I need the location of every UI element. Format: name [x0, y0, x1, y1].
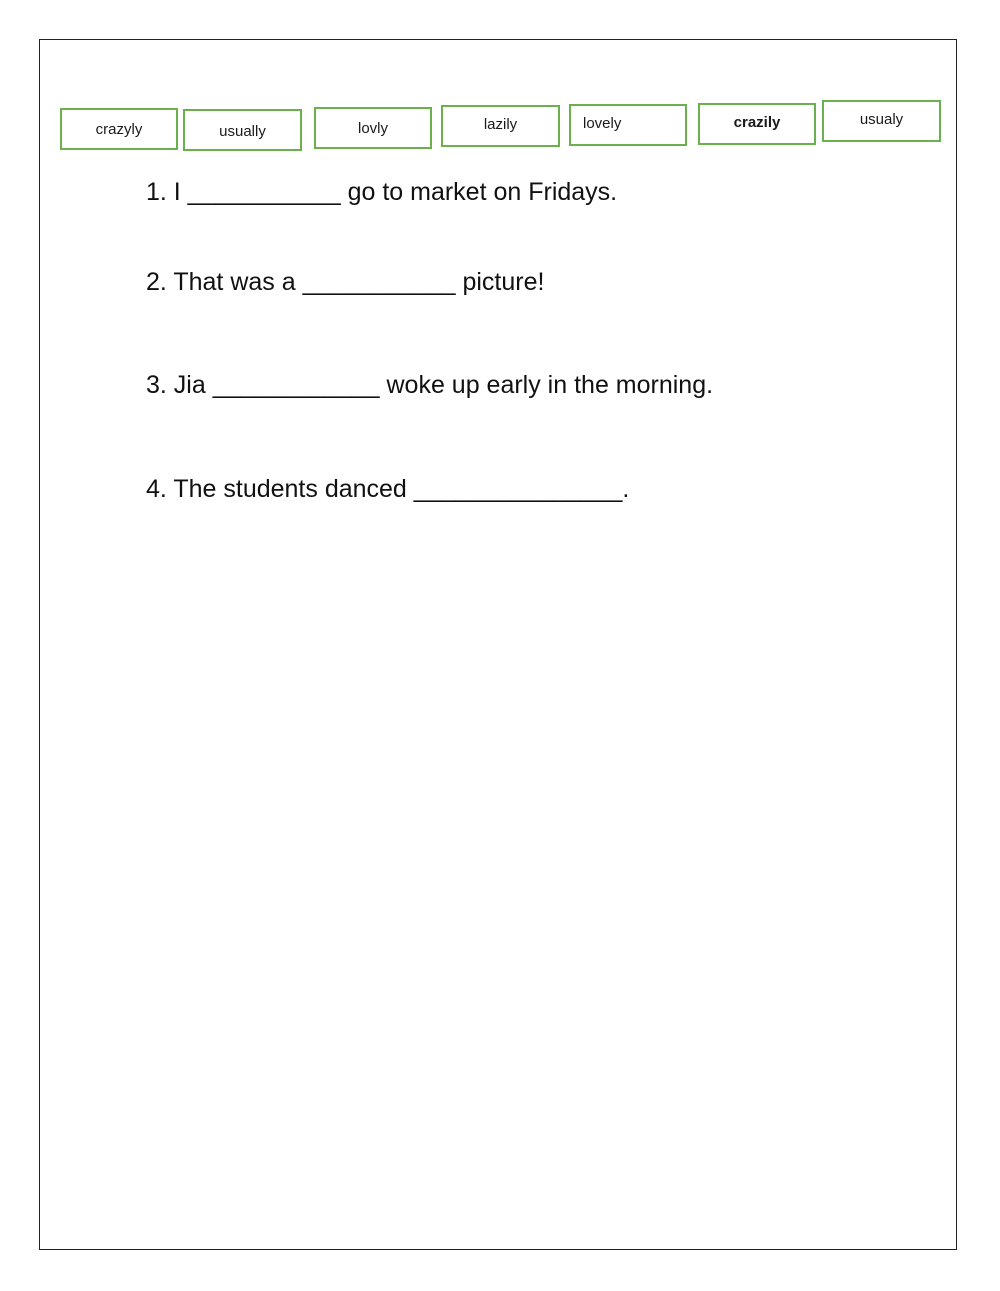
sentence-3: 3. Jia ____________ woke up early in the morning. — [146, 371, 714, 399]
word-bank-crazyly[interactable] — [60, 108, 178, 150]
sentence-1: 1. I ___________ go to market on Fridays. — [146, 178, 618, 206]
word-bank-crazily[interactable] — [698, 103, 816, 145]
word-label: crazily — [733, 114, 781, 131]
sentence-2: 2. That was a ___________ picture! — [146, 268, 545, 296]
word-label: lovly — [357, 119, 388, 137]
word-bank-lazily[interactable] — [441, 105, 560, 147]
word-label: lazily — [483, 116, 518, 133]
word-bank-lovly[interactable] — [314, 107, 432, 149]
sentence-4: 4. The students danced _______________. — [146, 475, 630, 503]
word-label: usually — [219, 122, 266, 140]
word-label: crazyly — [95, 120, 143, 138]
word-label: lovely — [583, 115, 622, 132]
word-bank-usualy[interactable] — [822, 100, 941, 142]
worksheet-frame — [39, 39, 957, 1250]
word-bank-lovely[interactable] — [569, 104, 687, 146]
word-bank-usually[interactable] — [183, 109, 302, 151]
word-label: usualy — [859, 111, 904, 128]
